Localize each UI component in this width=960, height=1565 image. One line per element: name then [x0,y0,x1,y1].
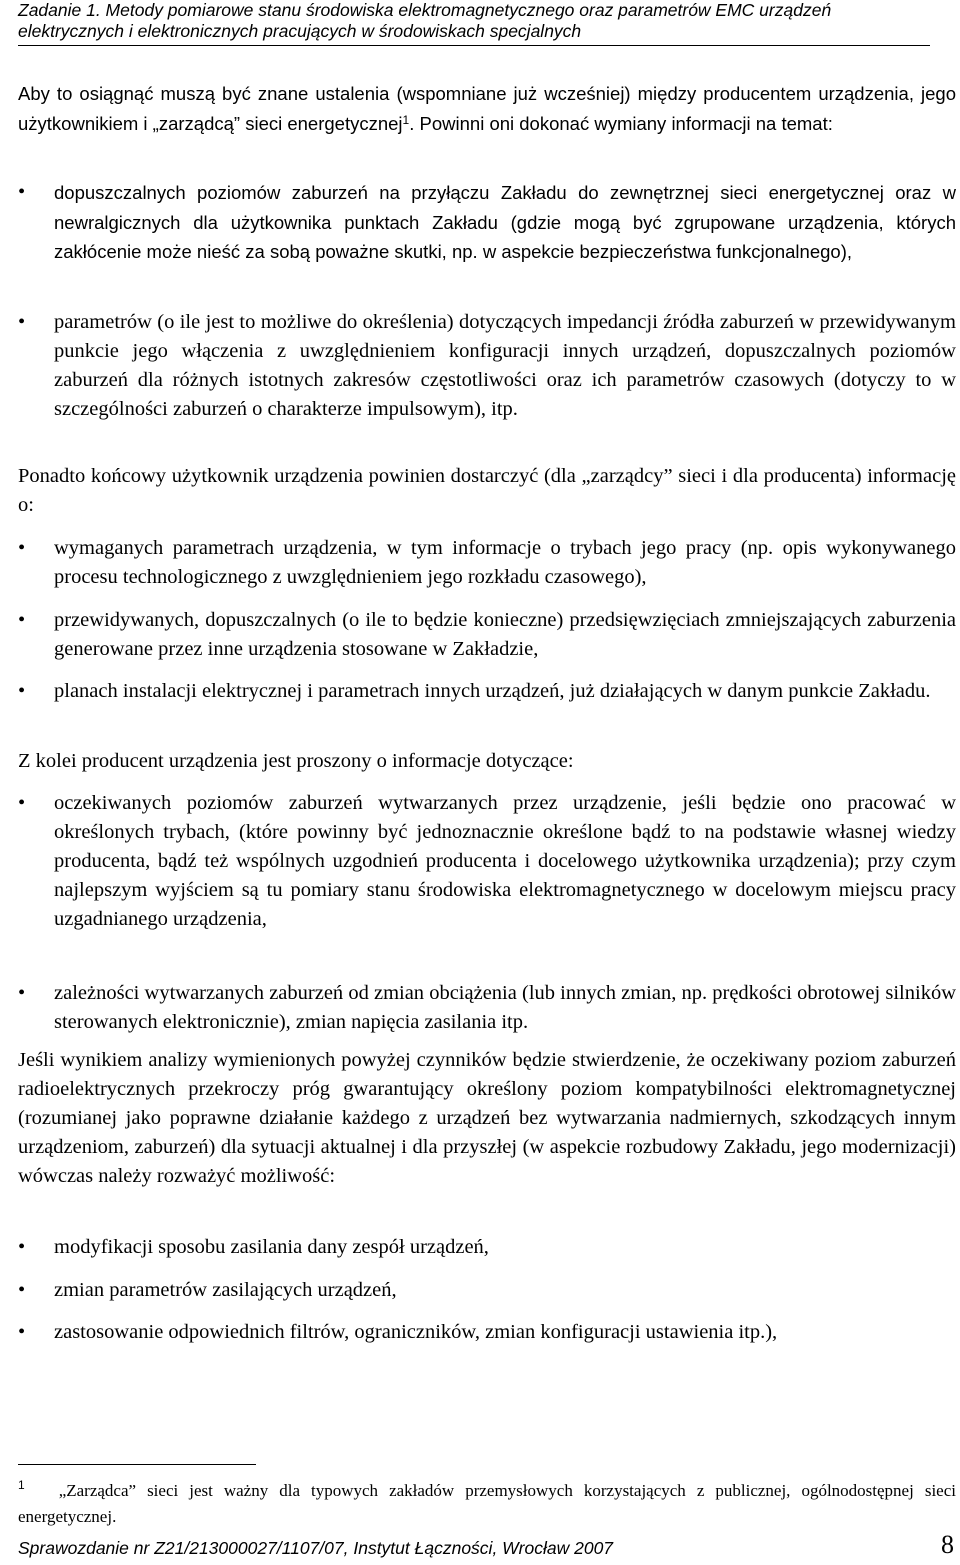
footnote-number: 1 [18,1478,25,1492]
list-item-text: zmian parametrów zasilających urządzeń, [54,1279,397,1301]
bullet-icon: • [18,792,26,814]
bullet-icon: • [18,680,26,702]
list-item-text: oczekiwanych poziomów zaburzeń wytwarzanych przez urządzenie, jeśli będzie ono pracować w określonych trybach, (które powinny być jednoznacznie określone bądź to na podstawie własnej wiedzy producenta, bądź też wspólnych uzgodnień producenta i docelowego użytkownika urządzenia); przy czym najlepszym wyjściem są tu pomiary stanu środowiska elektromagnetycznego w docelowym miejscu pracy uzgadnianego urządzenia, [54,792,956,930]
paragraph-producent: Z kolei producent urządzenia jest proszony o informacje dotyczące: [18,750,574,772]
list-item-text: zależności wytwarzanych zaburzeń od zmian obciążenia (lub innych zmian, np. prędkości obrotowej silników sterowanych elektronicznie), zmian napięcia zasilania itp. [54,982,956,1033]
paragraph-analysis: Jeśli wynikiem analizy wymienionych powyżej czynników będzie stwierdzenie, że oczekiwany poziom zaburzeń radioelektrycznych przekroczy próg gwarantujący określony poziom kompatybilności elektromagnetycznej (rozumianej jako poprawne działanie każdego z urządzeń bez wytwarzania nadmiernych, szkodzących innym urządzeniom, zaburzeń) dla sytuacji aktualnej i dla przyszłej (w aspekcie rozbudowy Zakładu, jego modernizacji) wówczas należy rozważyć możliwość: [18,1049,956,1187]
list-item-text: planach instalacji elektrycznej i parametrach innych urządzeń, już działających w danym punkcie Zakładu. [54,680,931,702]
bullet-icon: • [18,537,26,559]
footnote-reference: 1 [402,112,410,127]
intro-text-b: . Powinni oni dokonać wymiany informacji na temat: [409,112,833,134]
bullet-icon: • [18,1321,26,1343]
list-item-text: parametrów (o ile jest to możliwe do określenia) dotyczących impedancji źródła zaburzeń w przewidywanym punkcie jego włączenia z uwzględnieniem konfiguracji innych urządzeń, dopuszczalnych poziomów zaburzeń dla różnych istotnych zakresów częstotliwości oraz ich parametrów czasowych (dotyczy to w szczególności zaburzeń o charakterze impulsowym), itp. [54,311,956,420]
header-rule [18,45,930,46]
running-footer: Sprawozdanie nr Z21/213000027/1107/07, Instytut Łączności, Wrocław 2007 [18,1538,614,1558]
intro-text-a: Aby to osiągnąć muszą być znane ustalenia (wspomniane już wcześniej) między producentem urządzenia, jego użytkownikiem i „zarządcą” sieci energetycznej [18,83,956,134]
paragraph-end-user: Ponadto końcowy użytkownik urządzenia powinien dostarczyć (dla „zarządcy” sieci i dla producenta) informację o: [18,465,956,516]
footnote-rule [18,1464,256,1465]
header-line-1: Zadanie 1. Metody pomiarowe stanu środowiska elektromagnetycznego oraz parametrów EMC urządzeń [18,0,832,20]
footnote-text: „Zarządca” sieci jest ważny dla typowych zakładów przemysłowych korzystających z publicznej, ogólnodostępnej sieci energetycznej. [18,1481,956,1526]
list-item-text: przewidywanych, dopuszczalnych (o ile to będzie konieczne) przedsięwzięciach zmniejszających zaburzenia generowane przez inne urządzenia stosowane w Zakładzie, [54,609,956,660]
running-header [18,0,930,42]
bullet-icon: • [18,311,26,333]
intro-paragraph [18,79,956,138]
bullet-icon: • [18,609,26,631]
bullet-icon: • [18,1279,26,1301]
list-item-text: dopuszczalnych poziomów zaburzeń na przyłączu Zakładu do zewnętrznej sieci energetycznej oraz w newralgicznych dla użytkownika punktach Zakładu (gdzie mogą być zgrupowane urządzenia, których zakłócenie może nieść za sobą poważne skutki, np. w aspekcie bezpieczeństwa funkcjonalnego), [54,182,956,262]
bullet-icon: • [18,181,26,203]
bullet-icon: • [18,982,26,1004]
page-number: 8 [941,1530,954,1559]
list-item-text: zastosowanie odpowiednich filtrów, ograniczników, zmian konfiguracji ustawienia itp.), [54,1321,778,1343]
bullet-icon: • [18,1236,26,1258]
list-item-text: modyfikacji sposobu zasilania dany zespół urządzeń, [54,1236,489,1258]
list-item-text: wymaganych parametrach urządzenia, w tym informacje o trybach jego pracy (np. opis wykonywanego procesu technologicznego z uwzględnieniem jego rozkładu czasowego), [54,537,956,588]
header-line-2: elektrycznych i elektronicznych pracujących w środowiskach specjalnych [18,21,582,41]
footnote [18,1478,956,1530]
